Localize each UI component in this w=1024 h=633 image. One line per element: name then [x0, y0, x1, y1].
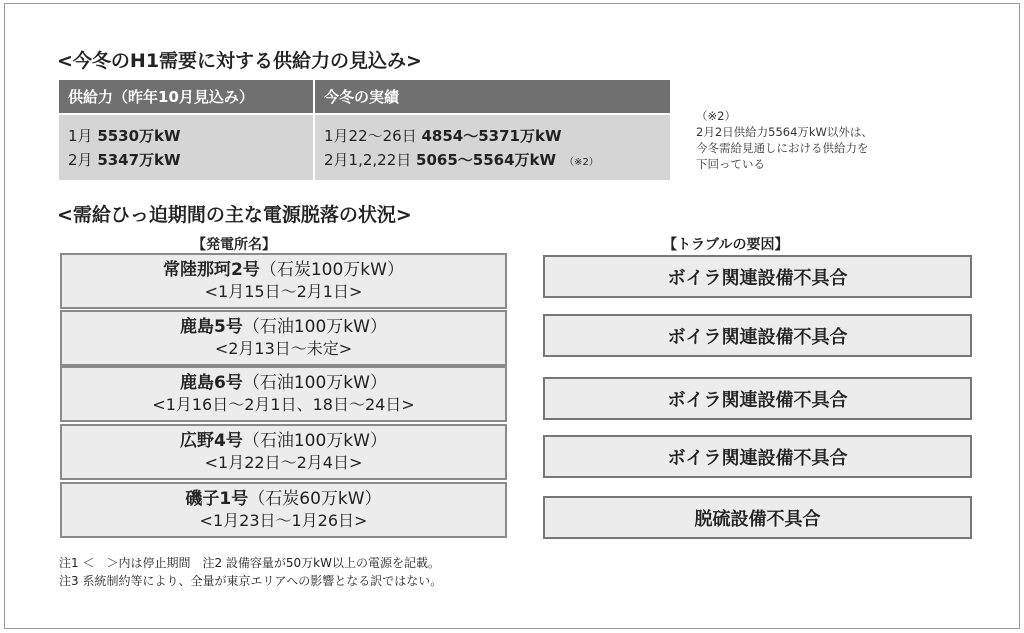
outage-status-heading: <需給ひっ迫期間の主な電源脱落の状況>	[57, 204, 412, 226]
plant-box-kashima-6	[60, 366, 507, 422]
plant-name-column-header: 【発電所名】	[192, 237, 276, 253]
supply-table-row	[59, 115, 670, 180]
plant-spec: （石油100万kW）	[242, 373, 387, 393]
supply-outlook-heading: <今冬のH1需要に対する供給力の見込み>	[57, 50, 422, 72]
outage-period: <1月22日～2月4日>	[204, 453, 363, 472]
actual-jan-line	[324, 124, 670, 148]
outage-period: <1月15日～2月1日>	[204, 282, 363, 301]
side-note	[696, 108, 873, 172]
supply-jan-value: 5530万kW	[97, 127, 181, 145]
supply-feb-value: 5347万kW	[97, 151, 181, 169]
footnote-2: 注3 系統制約等により、全量が東京エリアへの影響となる訳ではない。	[59, 574, 443, 588]
supply-feb-line	[68, 148, 313, 172]
plant-name: 鹿島5号	[180, 317, 243, 337]
supply-jan-line	[68, 124, 313, 148]
plant-spec: （石油100万kW）	[242, 431, 387, 451]
plant-name: 広野4号	[180, 431, 243, 451]
supply-table	[59, 80, 670, 180]
actual-feb-note-mark: （※2）	[564, 157, 599, 168]
supply-jan-month: 1月	[68, 127, 98, 145]
supply-feb-month: 2月	[68, 151, 98, 169]
cause-box: ボイラ関連設備不具合	[543, 377, 972, 420]
plant-box-isogo-1	[60, 482, 507, 538]
plant-name: 磯子1号	[185, 489, 249, 509]
plant-spec: （石炭100万kW）	[259, 260, 404, 280]
actual-jan-period: 1月22～26日	[324, 127, 422, 145]
actual-feb-value: 5065～5564万kW	[416, 151, 557, 169]
plant-name: 鹿島6号	[180, 373, 243, 393]
cause-box: ボイラ関連設備不具合	[543, 255, 972, 298]
side-note-line: 2月2日供給力5564万kW以外は、	[696, 125, 873, 139]
supply-table-header	[59, 80, 670, 113]
document-frame	[4, 3, 1020, 629]
plant-box-hitachinaka-2	[60, 253, 507, 309]
side-note-line: 下回っている	[696, 157, 765, 171]
plant-name: 常陸那珂2号	[163, 260, 260, 280]
trouble-cause-column-header: 【トラブルの要因】	[663, 237, 789, 253]
supply-capacity-cell	[59, 115, 315, 180]
side-note-mark: （※2）	[696, 109, 736, 123]
outage-period: <1月16日～2月1日、18日～24日>	[152, 395, 415, 414]
header-supply-capacity: 供給力（昨年10月見込み）	[59, 80, 315, 113]
cause-box: ボイラ関連設備不具合	[543, 435, 972, 478]
plant-spec: （石炭60万kW）	[248, 489, 382, 509]
footnote-1: 注1 ＜ ＞内は停止期間 注2 設備容量が50万kW以上の電源を記載。	[59, 556, 440, 570]
actual-jan-value: 4854～5371万kW	[421, 127, 562, 145]
actual-results-cell	[315, 115, 670, 180]
actual-feb-line	[324, 148, 670, 175]
actual-feb-period: 2月1,2,22日	[324, 151, 417, 169]
header-actual-results: 今冬の実績	[324, 88, 400, 106]
cause-box: 脱硫設備不具合	[543, 496, 972, 539]
plant-box-kashima-5	[60, 310, 507, 366]
plant-spec: （石油100万kW）	[242, 317, 387, 337]
plant-box-hirono-4	[60, 424, 507, 480]
side-note-line: 今冬需給見通しにおける供給力を	[696, 141, 869, 155]
outage-period: <2月13日～未定>	[214, 339, 353, 358]
cause-box: ボイラ関連設備不具合	[543, 314, 972, 357]
outage-period: <1月23日～1月26日>	[199, 511, 368, 530]
